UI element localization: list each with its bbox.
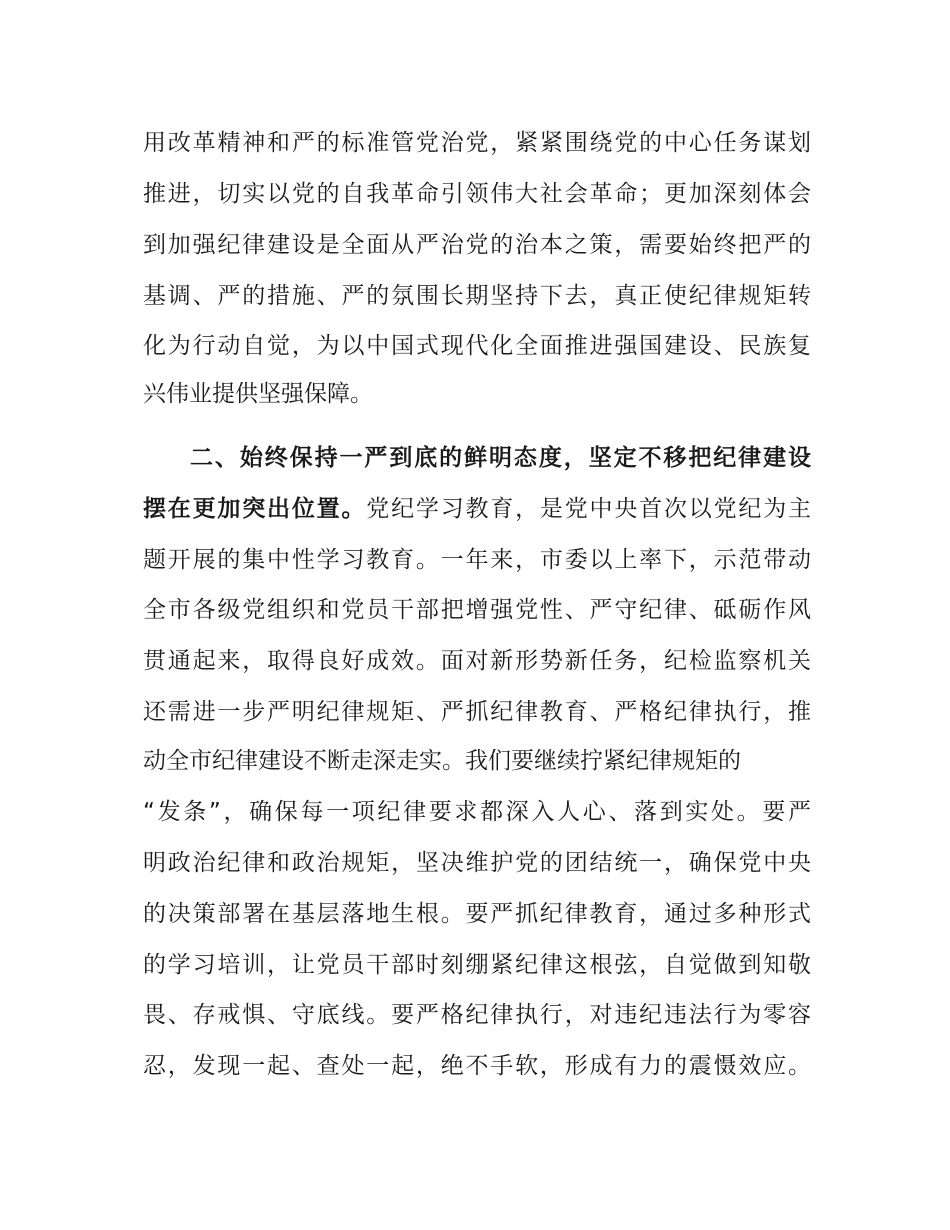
paragraph-2-line-2-rest: 党纪学习教育，是党中央首次以党纪为主 bbox=[366, 496, 812, 522]
paragraph-2-line-2 bbox=[143, 493, 811, 525]
paragraph-1-line-4: 基调、严的措施、严的氛围长期坚持下去，真正使纪律规矩转 bbox=[143, 283, 811, 309]
paragraph-2-line-7: 动全市纪律建设不断走深走实。我们要继续拧紧纪律规矩的 bbox=[143, 748, 741, 774]
paragraph-1-line-3: 到加强纪律建设是全面从严治党的治本之策，需要始终把严的 bbox=[143, 232, 811, 258]
paragraph-2-line-9: 明政治纪律和政治规矩，坚决维护党的团结统一，确保党中央 bbox=[143, 850, 811, 876]
paragraph-1-line-6: 兴伟业提供坚强保障。 bbox=[143, 381, 373, 407]
paragraph-2-line-4: 全市各级党组织和党员干部把增强党性、严守纪律、砥砺作风 bbox=[143, 597, 811, 623]
paragraph-2-line-10: 的决策部署在基层落地生根。要严抓纪律教育，通过多种形式 bbox=[143, 901, 811, 927]
paragraph-2-heading-line-1: 二、始终保持一严到底的鲜明态度，坚定不移把纪律建设 bbox=[190, 445, 811, 471]
paragraph-2-line-5: 贯通起来，取得良好成效。面对新形势新任务，纪检监察机关 bbox=[143, 648, 811, 674]
paragraph-2-line-6: 还需进一步严明纪律规矩、严抓纪律教育、严格纪律执行，推 bbox=[143, 699, 811, 725]
paragraph-2-line-3: 题开展的集中性学习教育。一年来，市委以上率下，示范带动 bbox=[143, 547, 811, 573]
paragraph-1-line-1: 用改革精神和严的标准管党治党，紧紧围绕党的中心任务谋划 bbox=[143, 130, 811, 156]
paragraph-2-line-8: “发条”，确保每一项纪律要求都深入人心、落到实处。要严 bbox=[143, 799, 811, 825]
paragraph-1-line-5: 化为行动自觉，为以中国式现代化全面推进强国建设、民族复 bbox=[143, 333, 811, 359]
paragraph-2-heading-line-2: 摆在更加突出位置。 bbox=[143, 496, 367, 522]
paragraph-1-line-2: 推进，切实以党的自我革命引领伟大社会革命；更加深刻体会 bbox=[143, 181, 811, 207]
paragraph-2-line-13: 忍，发现一起、查处一起，绝不手软，形成有力的震慑效应。 bbox=[143, 1053, 811, 1079]
paragraph-2-line-11: 的学习培训，让党员干部时刻绷紧纪律这根弦，自觉做到知敬 bbox=[143, 952, 811, 978]
paragraph-2-line-12: 畏、存戒惧、守底线。要严格纪律执行，对违纪违法行为零容 bbox=[143, 1002, 811, 1028]
